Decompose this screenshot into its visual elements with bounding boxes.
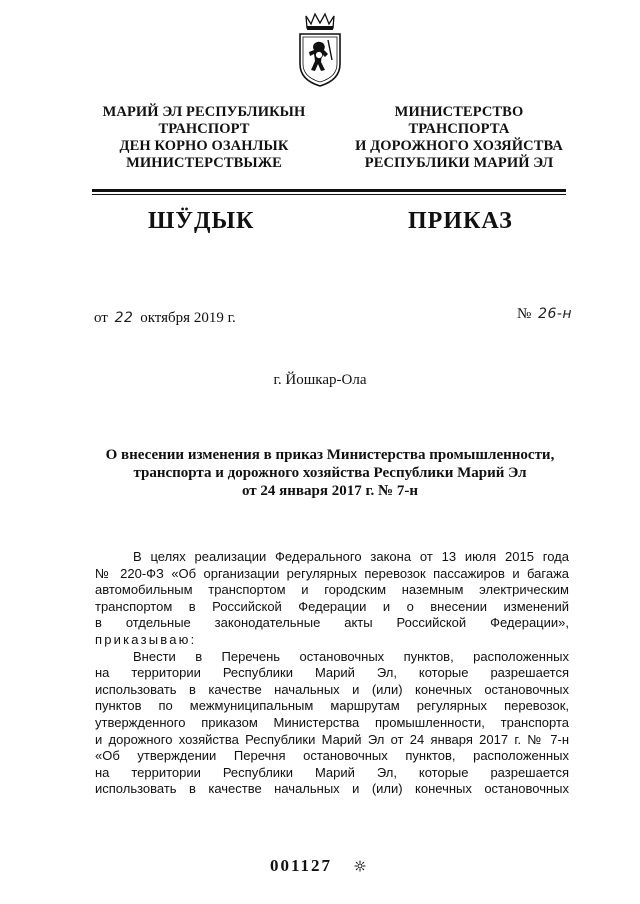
body-line: «Об утверждении Перечня остановочных пунктов, расположенных [95, 748, 569, 764]
body-line: № 220-ФЗ «Об организации регулярных перевозок пассажиров и багажа [95, 565, 569, 581]
header-divider-thin [92, 194, 566, 195]
number-value-handwritten: 26-н [538, 306, 573, 322]
date-prefix: от [94, 310, 108, 326]
subject-line: О внесении изменения в приказ Министерства промышленности, [105, 447, 555, 463]
order-date [94, 310, 236, 327]
body-line: на территории Республики Марий Эл, которые разрешается [95, 764, 569, 780]
body-line: транспортом в Российской Федерации и о внесении изменений [95, 598, 569, 614]
subject-line: от 24 января 2017 г. № 7-н [241, 483, 419, 499]
body-line: В целях реализации Федерального закона от 13 июля 2015 года [133, 549, 569, 564]
doc-type-mari: ШӰДЫК [148, 208, 255, 234]
header-left-ministry-name [92, 104, 316, 172]
body-line-order-word: приказываю: [95, 631, 197, 647]
body-line: автомобильным транспортом и городским наземным электрическим [95, 582, 569, 598]
order-subject [100, 446, 560, 500]
body-line: Внести в Перечень остановочных пунктов, расположенных [133, 648, 569, 664]
form-serial-number: 001127 [270, 856, 333, 875]
coat-of-arms-icon [292, 10, 348, 90]
header-left-line: ТРАНСПОРТ [158, 121, 250, 137]
subject-line: транспорта и дорожного хозяйства Республики Марий Эл [133, 465, 527, 481]
header-left-line: МИНИСТЕРСТВЫЖЕ [126, 155, 282, 171]
body-line: и дорожного хозяйства Республики Марий Эл от 24 января 2017 г. № 7-н [95, 731, 569, 747]
date-rest: октября 2019 г. [140, 310, 236, 326]
header-right-line: МИНИСТЕРСТВО [394, 104, 524, 120]
header-right-line: И ДОРОЖНОГО ХОЗЯЙСТВА [355, 138, 563, 154]
doc-type-russian: ПРИКАЗ [408, 208, 513, 234]
order-body [95, 549, 569, 798]
header-left-line: ДЕН КОРНО ОЗАНЛЫК [119, 138, 289, 154]
body-line: в отдельные законодательные акты Российской Федерации», [95, 615, 569, 631]
asterisk-mark-icon [354, 860, 366, 872]
number-prefix: № [517, 306, 532, 322]
body-line: пунктов по межмуниципальным маршрутам регулярных перевозок, [95, 698, 569, 714]
header-right-line: ТРАНСПОРТА [408, 121, 510, 137]
body-line: использовать в качестве начальных и (или) конечных остановочных [95, 681, 569, 697]
body-line: использовать в качестве начальных и (или) конечных остановочных [95, 781, 569, 797]
order-number [517, 306, 575, 323]
city-name: г. Йошкар-Ола [273, 372, 367, 388]
header-right-line: РЕСПУБЛИКИ МАРИЙ ЭЛ [364, 155, 554, 171]
body-line: на территории Республики Марий Эл, которые разрешается [95, 665, 569, 681]
header-right-ministry-name [346, 104, 572, 172]
date-day-handwritten: 22 [114, 310, 134, 326]
header-left-line: МАРИЙ ЭЛ РЕСПУБЛИКЫН [102, 104, 306, 120]
header-divider-thick [92, 189, 566, 192]
body-line: утвержденного приказом Министерства промышленности, транспорта [95, 714, 569, 730]
